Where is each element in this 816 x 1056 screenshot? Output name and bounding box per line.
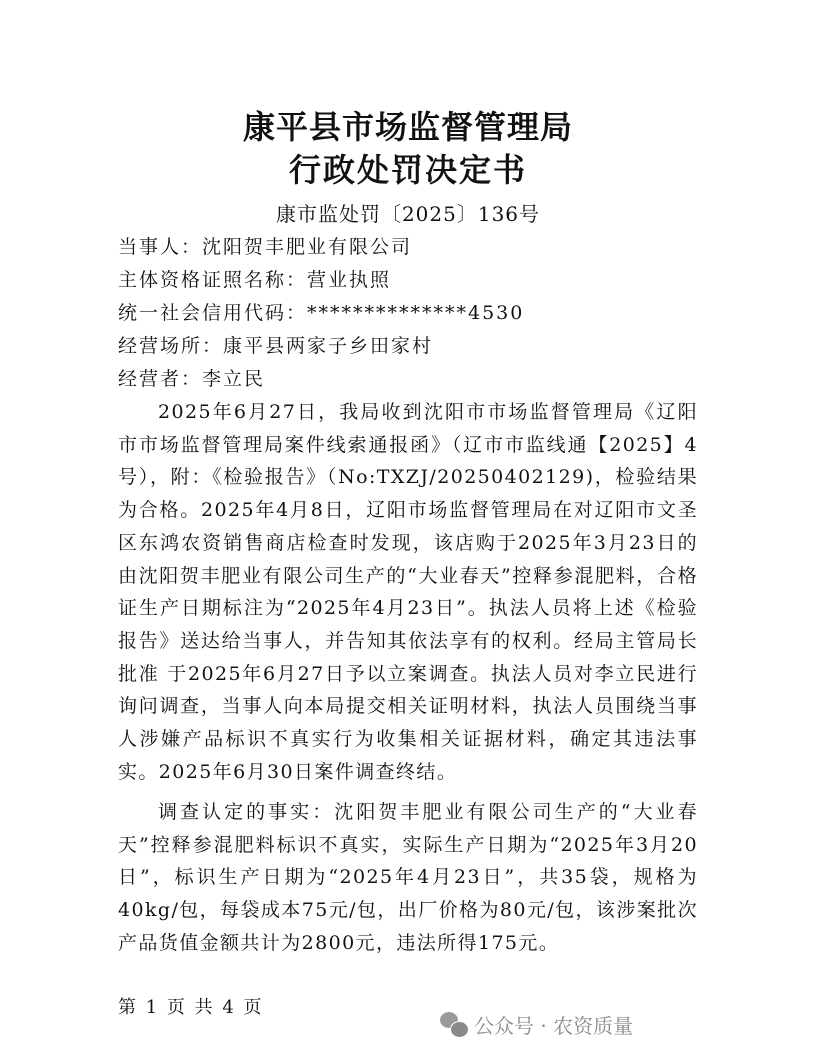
credit-code: 统一社会信用代码：**************4530 [118, 302, 525, 324]
page-indicator: 第 1 页 共 4 页 [118, 997, 264, 1018]
business-address: 经营场所：康平县两家子乡田家村 [118, 335, 434, 357]
document-number: 康市监处罚〔2025〕136号 [275, 202, 541, 226]
operator-name: 经营者：李立民 [118, 368, 266, 390]
agency-title: 康平县市场监督管理局 [242, 108, 573, 146]
license-type: 主体资格证照名称：营业执照 [118, 269, 392, 291]
document-title: 行政处罚决定书 [288, 151, 527, 189]
findings-paragraph: 调查认定的事实：沈阳贺丰肥业有限公司生产的“大业春天”控释参混肥料标识不真实，实际生产日期为“2025年3月20日”，标识生产日期为“2025年4月23日”，共35袋，规格为40kg/包，每袋成本75元/包，出厂价格为80元/包，该涉案批次产品货值金额共计为2800元，违法所得175元。 [118, 801, 698, 954]
watermark [440, 1010, 633, 1039]
wechat-icon [440, 1012, 468, 1038]
case-background-paragraph: 2025年6月27日，我局收到沈阳市市场监督管理局《辽阳市市场监督管理局案件线索通报函》（辽市市监线通【2025】4号），附：《检验报告》（No:TXZJ/20250402129)，检验结果为合格。2025年4月8日，辽阳市场监督管理局在对辽阳市文圣区东鸿农资销售商店检查时发现，该店购于2025年3月23日的由沈阳贺丰肥业有限公司生产的“大业春天”控释参混肥料，合格证生产日期标注为“2025年4月23日”。执法人员将上述《检验报告》送达给当事人，并告知其依法享有的权利。经局主管局长批准 于2025年6月27日予以立案调查。执法人员对李立民进行询问调查，当事人向本局提交相关证明材料，执法人员围绕当事人涉嫌产品标识不真实行为收集相关证据材料，确定其违法事实。2025年6月30日案件调查终结。 [118, 401, 698, 783]
party-name: 当事人：沈阳贺丰肥业有限公司 [118, 236, 413, 258]
watermark-text: 公众号 · 农资质量 [474, 1014, 634, 1038]
